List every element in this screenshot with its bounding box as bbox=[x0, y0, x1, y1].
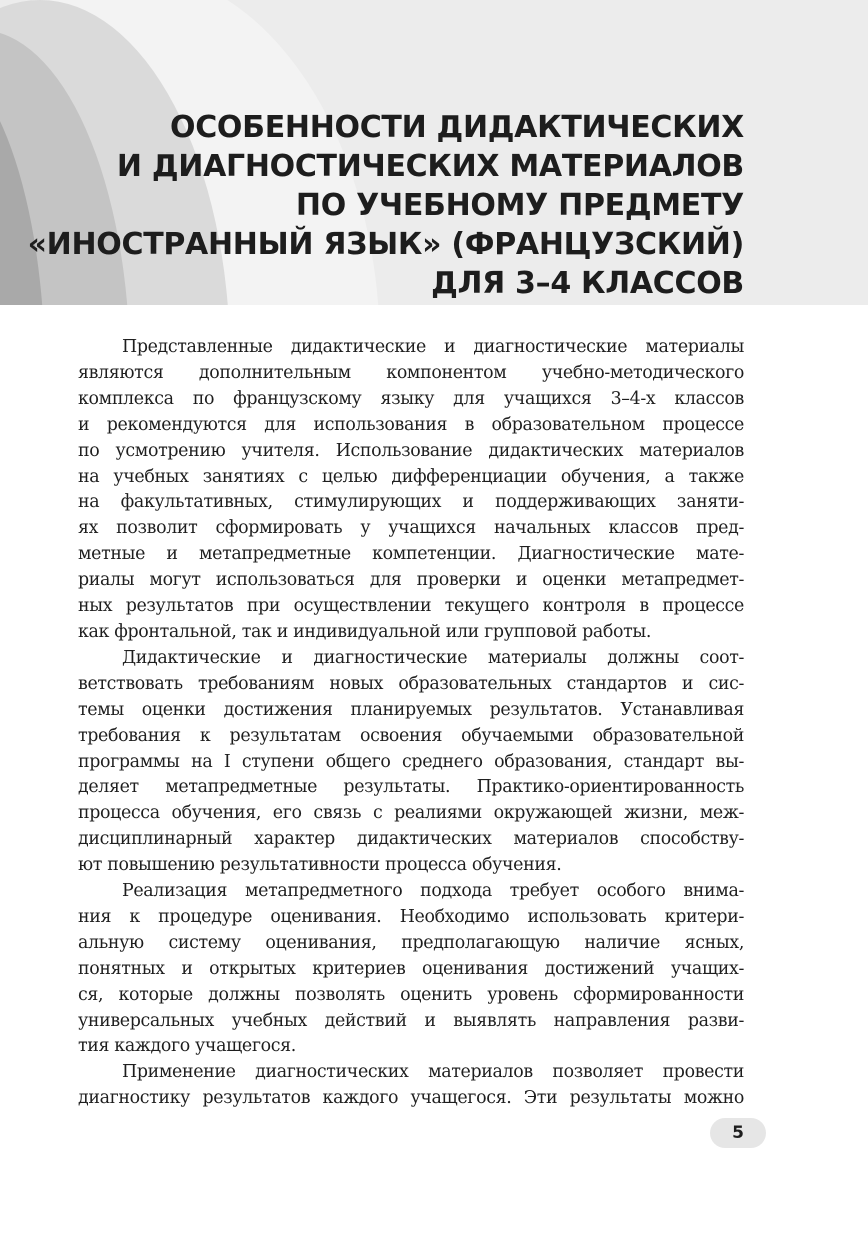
text-line: диагностику результатов каждого учащегося. Эти результаты можно bbox=[78, 1088, 744, 1109]
text-line: темы оценки достижения планируемых результатов. Устанавливая bbox=[78, 699, 744, 720]
text-line: как фронтальной, так и индивидуальной или групповой работы. bbox=[78, 621, 652, 642]
title-line: ПО УЧЕБНОМУ ПРЕДМЕТУ bbox=[295, 188, 744, 223]
text-line: Применение диагностических материалов позволяет провести bbox=[122, 1062, 744, 1083]
text-line: ных результатов при осуществлении текущего контроля в процессе bbox=[78, 596, 744, 617]
text-line: метные и метапредметные компетенции. Диагностические мате- bbox=[78, 544, 744, 565]
page-number: 5 bbox=[710, 1118, 766, 1148]
text-line: ния к процедуре оценивания. Необходимо использовать критери- bbox=[78, 906, 744, 927]
text-line: программы на I ступени общего среднего образования, стандарт вы- bbox=[78, 751, 744, 772]
body-text bbox=[78, 335, 744, 1112]
text-line: универсальных учебных действий и выявлять направления разви- bbox=[78, 1010, 744, 1031]
text-line: альную систему оценивания, предполагающую наличие ясных, bbox=[78, 932, 744, 953]
text-line: Реализация метапредметного подхода требует особого внима- bbox=[122, 881, 744, 902]
title-line: ДЛЯ 3–4 КЛАССОВ bbox=[431, 266, 744, 301]
text-line: комплекса по французскому языку для учащихся 3–4-х классов bbox=[78, 388, 744, 409]
text-line: по усмотрению учителя. Использование дидактических материалов bbox=[78, 440, 744, 461]
text-line: Дидактические и диагностические материалы должны соот- bbox=[122, 647, 744, 668]
text-line: на факультативных, стимулирующих и поддерживающих заняти- bbox=[78, 492, 744, 513]
text-line: и рекомендуются для использования в образовательном процессе bbox=[78, 414, 744, 435]
text-line: ся, которые должны позволять оценить уровень сформированности bbox=[78, 984, 744, 1005]
text-line: ют повышению результативности процесса обучения. bbox=[78, 855, 562, 876]
text-line: на учебных занятиях с целью дифференциации обучения, а также bbox=[78, 466, 744, 487]
text-line: риалы могут использоваться для проверки и оценки метапредмет- bbox=[78, 570, 744, 591]
text-line: тия каждого учащегося. bbox=[78, 1036, 296, 1057]
page-title bbox=[28, 108, 744, 303]
text-line: процесса обучения, его связь с реалиями окружающей жизни, меж- bbox=[78, 803, 744, 824]
text-line: Представленные дидактические и диагностические материалы bbox=[122, 337, 744, 357]
text-line: дисциплинарный характер дидактических материалов способству- bbox=[78, 829, 744, 850]
title-line: «ИНОСТРАННЫЙ ЯЗЫК» (ФРАНЦУЗСКИЙ) bbox=[27, 227, 744, 262]
header-banner bbox=[0, 0, 868, 305]
text-line: требования к результатам освоения обучаемыми образовательной bbox=[78, 725, 744, 746]
text-line: являются дополнительным компонентом учебно-методического bbox=[78, 362, 744, 383]
text-line: ях позволит сформировать у учащихся начальных классов пред- bbox=[78, 518, 744, 539]
text-line: деляет метапредметные результаты. Практико-ориентированность bbox=[78, 777, 744, 798]
title-line: ОСОБЕННОСТИ ДИДАКТИЧЕСКИХ bbox=[170, 110, 744, 145]
text-line: ветствовать требованиям новых образовательных стандартов и сис- bbox=[78, 673, 744, 694]
text-line: понятных и открытых критериев оценивания достижений учащих- bbox=[78, 958, 744, 979]
title-line: И ДИАГНОСТИЧЕСКИХ МАТЕРИАЛОВ bbox=[116, 149, 744, 184]
